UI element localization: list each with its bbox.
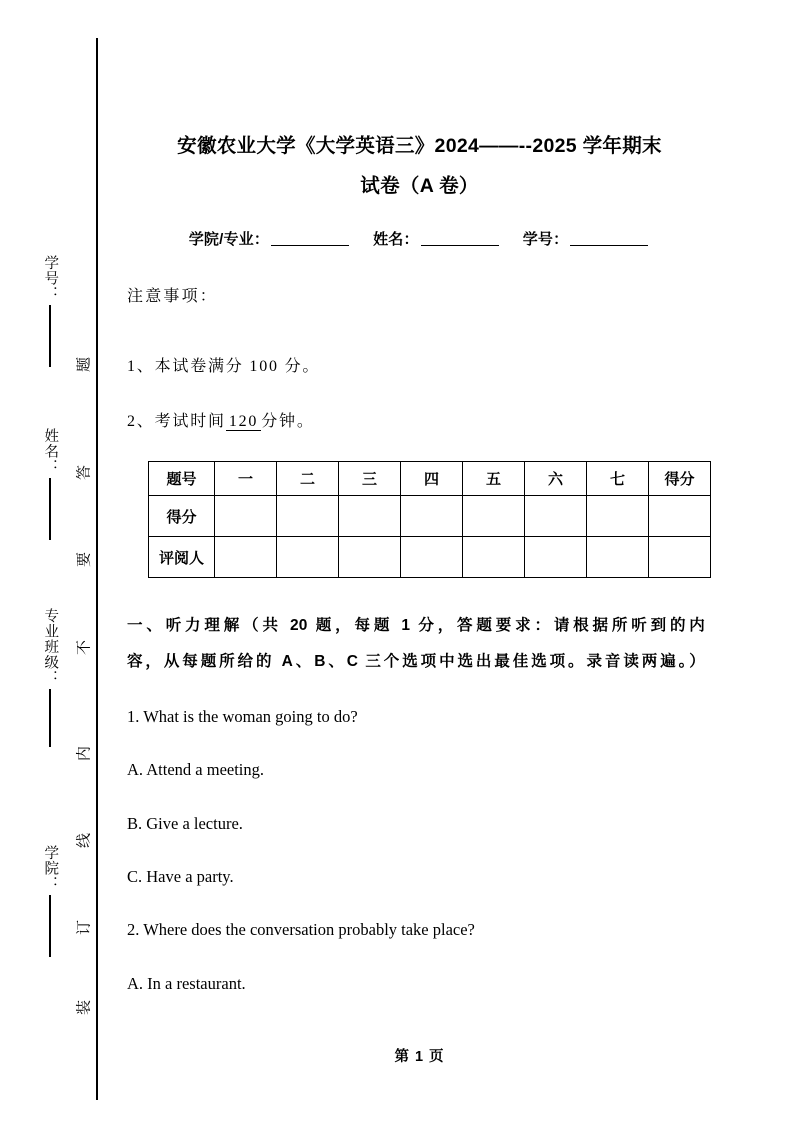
note-item-2 (127, 408, 315, 431)
score-table-cell[interactable] (401, 496, 463, 537)
score-table-cell[interactable] (587, 537, 649, 578)
binding-margin (0, 0, 97, 1122)
score-table-cell[interactable] (401, 537, 463, 578)
binding-notice-column (72, 0, 98, 1122)
score-table-cell[interactable] (463, 496, 525, 537)
score-table-cell[interactable] (277, 537, 339, 578)
score-table-cell[interactable] (649, 496, 711, 537)
score-table-cell[interactable] (215, 537, 277, 578)
score-table-row (149, 537, 711, 578)
exam-paper-body (127, 0, 712, 1122)
student-number-blank[interactable] (570, 245, 648, 246)
question-option[interactable]: C. Have a party. (127, 867, 234, 886)
question-stem: 1. What is the woman going to do? (127, 707, 358, 726)
score-table-cell[interactable] (649, 537, 711, 578)
margin-field-xueyuan (22, 845, 78, 957)
score-table-header-cell: 题号 (149, 462, 215, 496)
score-table-cell[interactable] (339, 496, 401, 537)
notes-heading: 注意事项： (127, 288, 219, 305)
margin-field-xuehao (22, 255, 78, 367)
score-table-cell[interactable] (587, 496, 649, 537)
margin-field-label: 学号： (42, 255, 59, 302)
score-table (148, 461, 711, 578)
binding-notice-char: 内 (76, 746, 93, 762)
note-item-1: 1、本试卷满分 100 分。 (127, 358, 321, 375)
score-table-cell[interactable] (339, 537, 401, 578)
binding-margin-fields (22, 0, 78, 1122)
margin-field-rule (49, 478, 50, 540)
score-table-row (149, 496, 711, 537)
score-table-row-label: 评阅人 (149, 537, 215, 578)
binding-notice-char: 要 (76, 552, 93, 568)
score-table-cell[interactable] (277, 496, 339, 537)
score-table-wrapper (148, 461, 711, 578)
question-stem: 2. Where does the conversation probably take place? (127, 920, 475, 939)
binding-notice-char: 不 (76, 640, 93, 656)
page-title-line-2: 试卷（A 卷） (360, 175, 479, 197)
score-table-cell[interactable] (215, 496, 277, 537)
note-item-2-suffix: 分钟。 (261, 413, 315, 430)
question-option[interactable]: B. Give a lecture. (127, 814, 243, 833)
score-table-header-cell: 五 (463, 462, 525, 496)
question-option[interactable]: A. In a restaurant. (127, 974, 246, 993)
binding-notice-char: 线 (76, 833, 93, 849)
margin-field-label: 学院： (42, 845, 59, 892)
margin-field-label: 姓名： (42, 428, 59, 475)
label-student-number: 学号： (522, 231, 569, 248)
page-footer: 第 1 页 (394, 1049, 445, 1065)
score-table-header-cell: 得分 (649, 462, 711, 496)
college-major-blank[interactable] (271, 245, 349, 246)
score-table-row-label: 得分 (149, 496, 215, 537)
name-blank[interactable] (421, 245, 499, 246)
margin-field-rule (49, 305, 50, 367)
score-table-header-cell: 六 (525, 462, 587, 496)
section-heading-line-2: 容，从每题所给的 A、B、C 三个选项中选出最佳选项。录音读两遍。） (127, 653, 705, 670)
note-item-2-prefix: 2、考试时间 (127, 413, 226, 430)
binding-notice-char: 答 (76, 465, 93, 481)
page-title (127, 126, 712, 206)
margin-field-label: 专业班级： (42, 608, 59, 686)
margin-field-xingming (22, 428, 78, 540)
label-name: 姓名： (373, 231, 419, 248)
section-heading-listening (127, 608, 705, 680)
score-table-cell[interactable] (525, 537, 587, 578)
binding-notice-char: 题 (76, 357, 93, 373)
score-table-header-cell: 三 (339, 462, 401, 496)
score-table-header-cell: 四 (401, 462, 463, 496)
label-college-major: 学院/专业： (188, 231, 270, 248)
score-table-header-cell: 七 (587, 462, 649, 496)
score-table-cell[interactable] (525, 496, 587, 537)
binding-notice-char: 装 (76, 1000, 93, 1016)
score-table-cell[interactable] (463, 537, 525, 578)
score-table-header-row (149, 462, 711, 496)
page-title-line-1: 安徽农业大学《大学英语三》2024——--2025 学年期末 (177, 135, 662, 157)
question-option[interactable]: A. Attend a meeting. (127, 760, 265, 779)
binding-notice-char: 订 (76, 920, 93, 936)
exam-duration-value: 120 (226, 413, 261, 431)
student-id-line (127, 228, 712, 249)
score-table-header-cell: 一 (215, 462, 277, 496)
margin-field-rule (49, 895, 50, 957)
margin-field-rule (49, 689, 50, 747)
score-table-header-cell: 二 (277, 462, 339, 496)
section-heading-line-1: 一、听力理解（共 20 题，每题 1 分，答题要求：请根据所听到的内 (127, 617, 705, 634)
margin-field-zhuanyebanji (22, 608, 78, 747)
